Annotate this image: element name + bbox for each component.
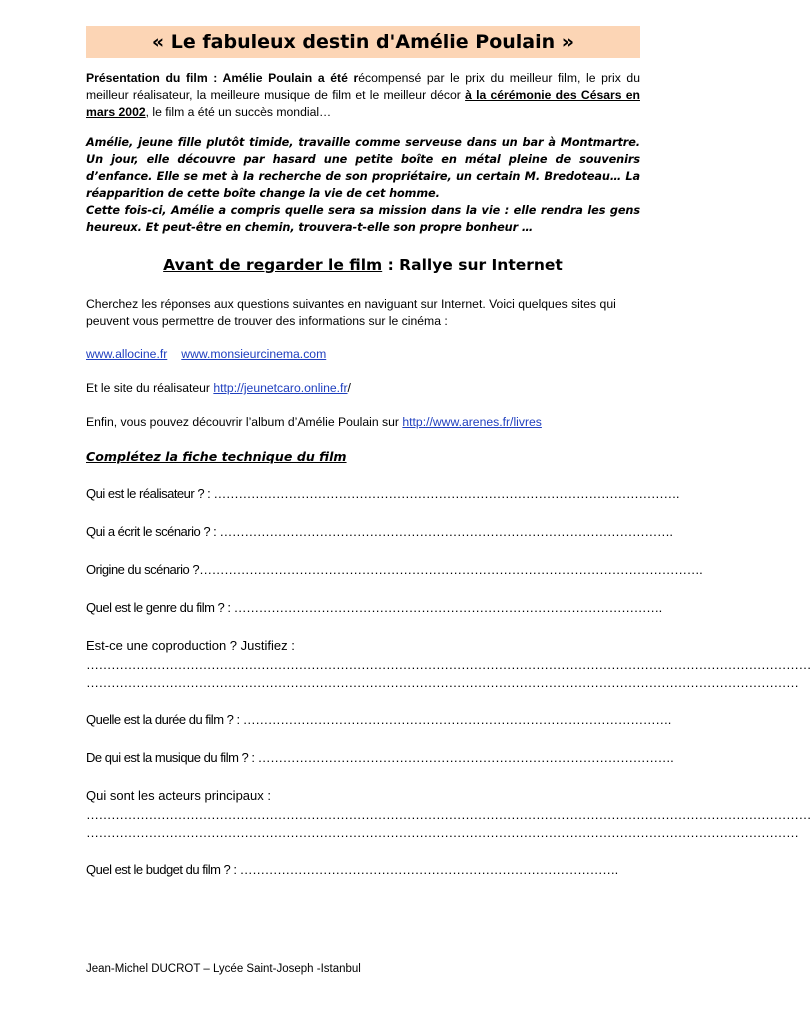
jeunetcaro-link[interactable]: http://jeunetcaro.online.fr xyxy=(213,381,348,395)
rallye-heading xyxy=(86,256,640,274)
site-links-row xyxy=(86,346,640,363)
rallye-heading-rest: : Rallye sur Internet xyxy=(382,256,563,274)
intro-a-ete: a été r xyxy=(312,71,359,85)
answer-line-coproduction-2: ……………………………………………………………………………………………………………………………………………………… xyxy=(86,675,799,690)
worksheet-page xyxy=(86,26,811,878)
question-budget-text: Quel est le budget du film ? : ………………………………………………………………………………. xyxy=(86,862,618,877)
question-origin-text: Origine du scénario ?…………………………………………………………………………………………………………. xyxy=(86,562,703,577)
question-duration xyxy=(86,711,671,728)
question-genre-text: Quel est le genre du film ? : …………………………………………………………………………………………. xyxy=(86,600,662,615)
synopsis xyxy=(86,134,640,236)
synopsis-paragraph-2: Cette fois-ci, Amélie a compris quelle sera sa mission dans la vie : elle rendra les gens heureux. Et peut-être en chemin, trouvera-t-elle son propre bonheur … xyxy=(86,204,640,234)
question-music-text: De qui est la musique du film ? : ………………………………………………………………………………………. xyxy=(86,750,674,765)
synopsis-paragraph-1: Amélie, jeune fille plutôt timide, travaille comme serveuse dans un bar à Montmartre. Un jour, elle découvre par hasard une petite boîte en métal pleine de souvenirs d’enfance. Elle se met à la recherche de son propriétaire, un certain M. Bredoteau… La réapparition de cette boîte change la vie de cet homme. xyxy=(86,136,640,200)
director-site-suffix: / xyxy=(347,381,351,395)
question-coproduction: Est-ce une coproduction ? Justifiez : xyxy=(86,638,295,653)
arenes-link[interactable]: http://www.arenes.fr/livres xyxy=(402,415,542,429)
album-prefix: Enfin, vous pouvez découvrir l’album d’Amélie Poulain sur xyxy=(86,415,403,429)
question-director xyxy=(86,485,680,502)
page-title: « Le fabuleux destin d'Amélie Poulain » xyxy=(86,26,640,58)
intro-text-2: , le film a été un succès mondial… xyxy=(145,105,332,119)
monsieurcinema-link[interactable]: www.monsieurcinema.com xyxy=(181,347,327,361)
question-actors: Qui sont les acteurs principaux : xyxy=(86,788,271,803)
answer-line-actors-1: ………………………………………………………………………………………………………………………………………………………… xyxy=(86,807,811,822)
question-origin xyxy=(86,561,703,578)
question-screenplay xyxy=(86,523,673,540)
question-budget xyxy=(86,861,640,878)
question-genre xyxy=(86,599,662,616)
answer-line-actors-2: ……………………………………………………………………………………………………………………………………………………… xyxy=(86,825,799,840)
page-footer: Jean-Michel DUCROT – Lycée Saint-Joseph -Istanbul xyxy=(86,963,361,975)
question-duration-text: Quelle est la durée du film ? : …………………………………………………………………………………………. xyxy=(86,712,671,727)
allocine-link[interactable]: www.allocine.fr xyxy=(86,347,168,361)
intro-ceremony: à la cérémonie des Césars en mars 2002 xyxy=(86,88,640,119)
fiche-heading: Complétez la fiche technique du film xyxy=(86,449,347,464)
question-screenplay-text: Qui a écrit le scénario ? : ………………………………………………………………………………………………. xyxy=(86,524,673,539)
director-site-prefix: Et le site du réalisateur xyxy=(86,381,214,395)
intro-label: Présentation du film : Amélie Poulain xyxy=(86,71,313,85)
answer-line-coproduction-1: ………………………………………………………………………………………………………………………………………………………… xyxy=(86,657,811,672)
question-music xyxy=(86,749,674,766)
intro-text-1: écompensé par le prix du meilleur film, le prix du meilleur réalisateur, la meilleure musique de film et le meilleur décor xyxy=(86,71,640,102)
rallye-instructions: Cherchez les réponses aux questions suivantes en naviguant sur Internet. Voici quelques sites qui peuvent vous permettre de trouver des informations sur le cinéma : xyxy=(86,297,616,328)
album-line xyxy=(86,414,640,431)
question-director-text: Qui est le réalisateur ? : …………………………………………………………………………………………………. xyxy=(86,486,680,501)
intro-paragraph xyxy=(86,70,640,121)
director-site-line xyxy=(86,380,640,397)
rallye-heading-underlined: Avant de regarder le film xyxy=(163,256,383,274)
